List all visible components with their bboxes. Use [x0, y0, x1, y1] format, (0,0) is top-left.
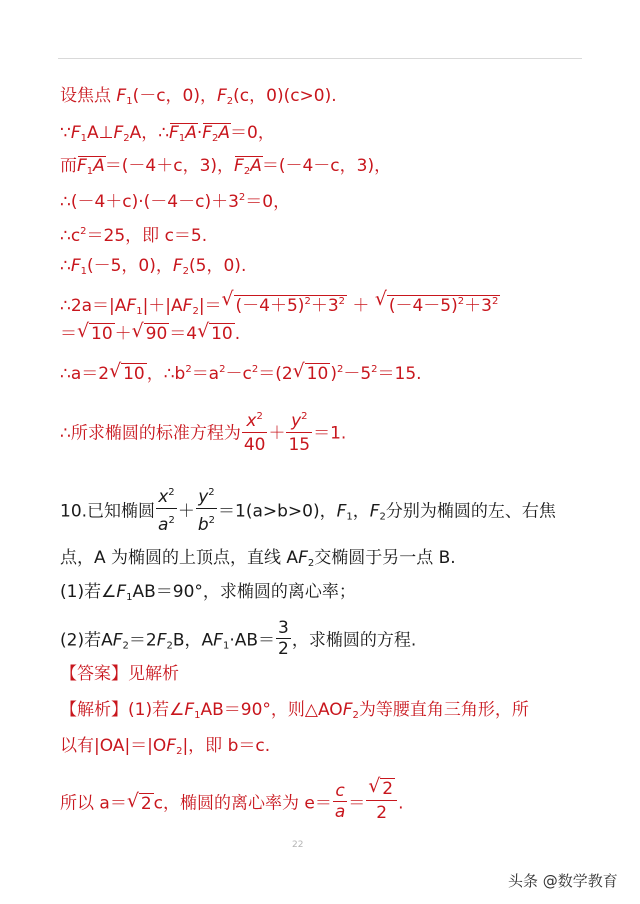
watermark: 头条 @数学教育	[508, 872, 618, 890]
answer-label: 【答案】	[60, 664, 128, 684]
solution-line-1: 设焦点 $F_1(-c$，0)，$F_2(c$，0)(c>0).	[60, 86, 337, 107]
problem-10-line-1: 10.已知椭圆 $\frac{x^2}{a^2}$ ＋ $\frac{y^2}{b^2}$ ＝1(a>b>0)，$F_1$，$F_2$分别为椭圆的左、右焦	[60, 487, 556, 535]
problem-10-q1: (1)若$\angle F_1AB=90^\circ$，求椭圆的离心率；	[60, 582, 356, 603]
solution-line-9: ∴a＝2√ 10 ，$\therefore b^2=a^2-c^2=(2√$ 10 )$^2-5^2=15$.	[60, 360, 422, 384]
problem-10-line-2: 点，A 为椭圆的上顶点，直线 $AF_2$交椭圆于另一点 B.	[60, 548, 456, 569]
problem-10-q2: (2)若$AF_2=2F_2B$，$AF_1\cdot AB=$ $\frac{3}{2}$ ，求椭圆的方程.	[60, 618, 417, 659]
top-rule	[58, 58, 582, 59]
solution-line-8: ＝√ 10 ＋√ 90 ＝4√ 10 .	[60, 324, 240, 344]
analysis-line-3: 所以 a＝√ 2 c，椭圆的离心率为 e＝ $\frac{c}{a}$ ＝ √ $\frac{2}{2}$ .	[60, 780, 404, 827]
page-number: 22	[292, 840, 304, 850]
analysis-line-1: 【解析】(1)若$\angle F_1AB=90^\circ$，则$\triangle AOF_2$为等腰直角三角形，所	[60, 700, 529, 721]
solution-line-5: $\therefore c^2=25$，即 c＝5.	[60, 226, 208, 246]
solution-line-3: 而$F_1A=(-4+c$，3)，$F_2A=(-4-c$，3)，	[60, 156, 391, 182]
analysis-line-2: 以有$|OA|=|OF_2|$，即 b＝c.	[60, 736, 271, 757]
answer-line: 【答案】见解析	[60, 664, 179, 684]
solution-line-4: $\therefore(-4+c)\cdot(-4-c)+3^2=0$，	[60, 192, 291, 212]
solution-line-7: $\therefore 2a=|AF_1|+|AF_2|=√$ $(-4+5)^2+3^2$ ＋ √ $(-4-5)^2+3^2$	[60, 292, 500, 322]
analysis-label: 【解析】	[60, 700, 128, 720]
solution-line-2: $\because F_1A\perp F_2A$，$\therefore F_1A\cdot F_2A=0$，	[60, 123, 275, 149]
solution-line-10: ∴所求椭圆的标准方程为 $\frac{x^2}{40}$ ＋ $\frac{y^2}{15}$ ＝1.	[60, 411, 347, 455]
solution-line-6: $\therefore F_1(-5$，0)，$F_2(5$，0).	[60, 256, 247, 277]
